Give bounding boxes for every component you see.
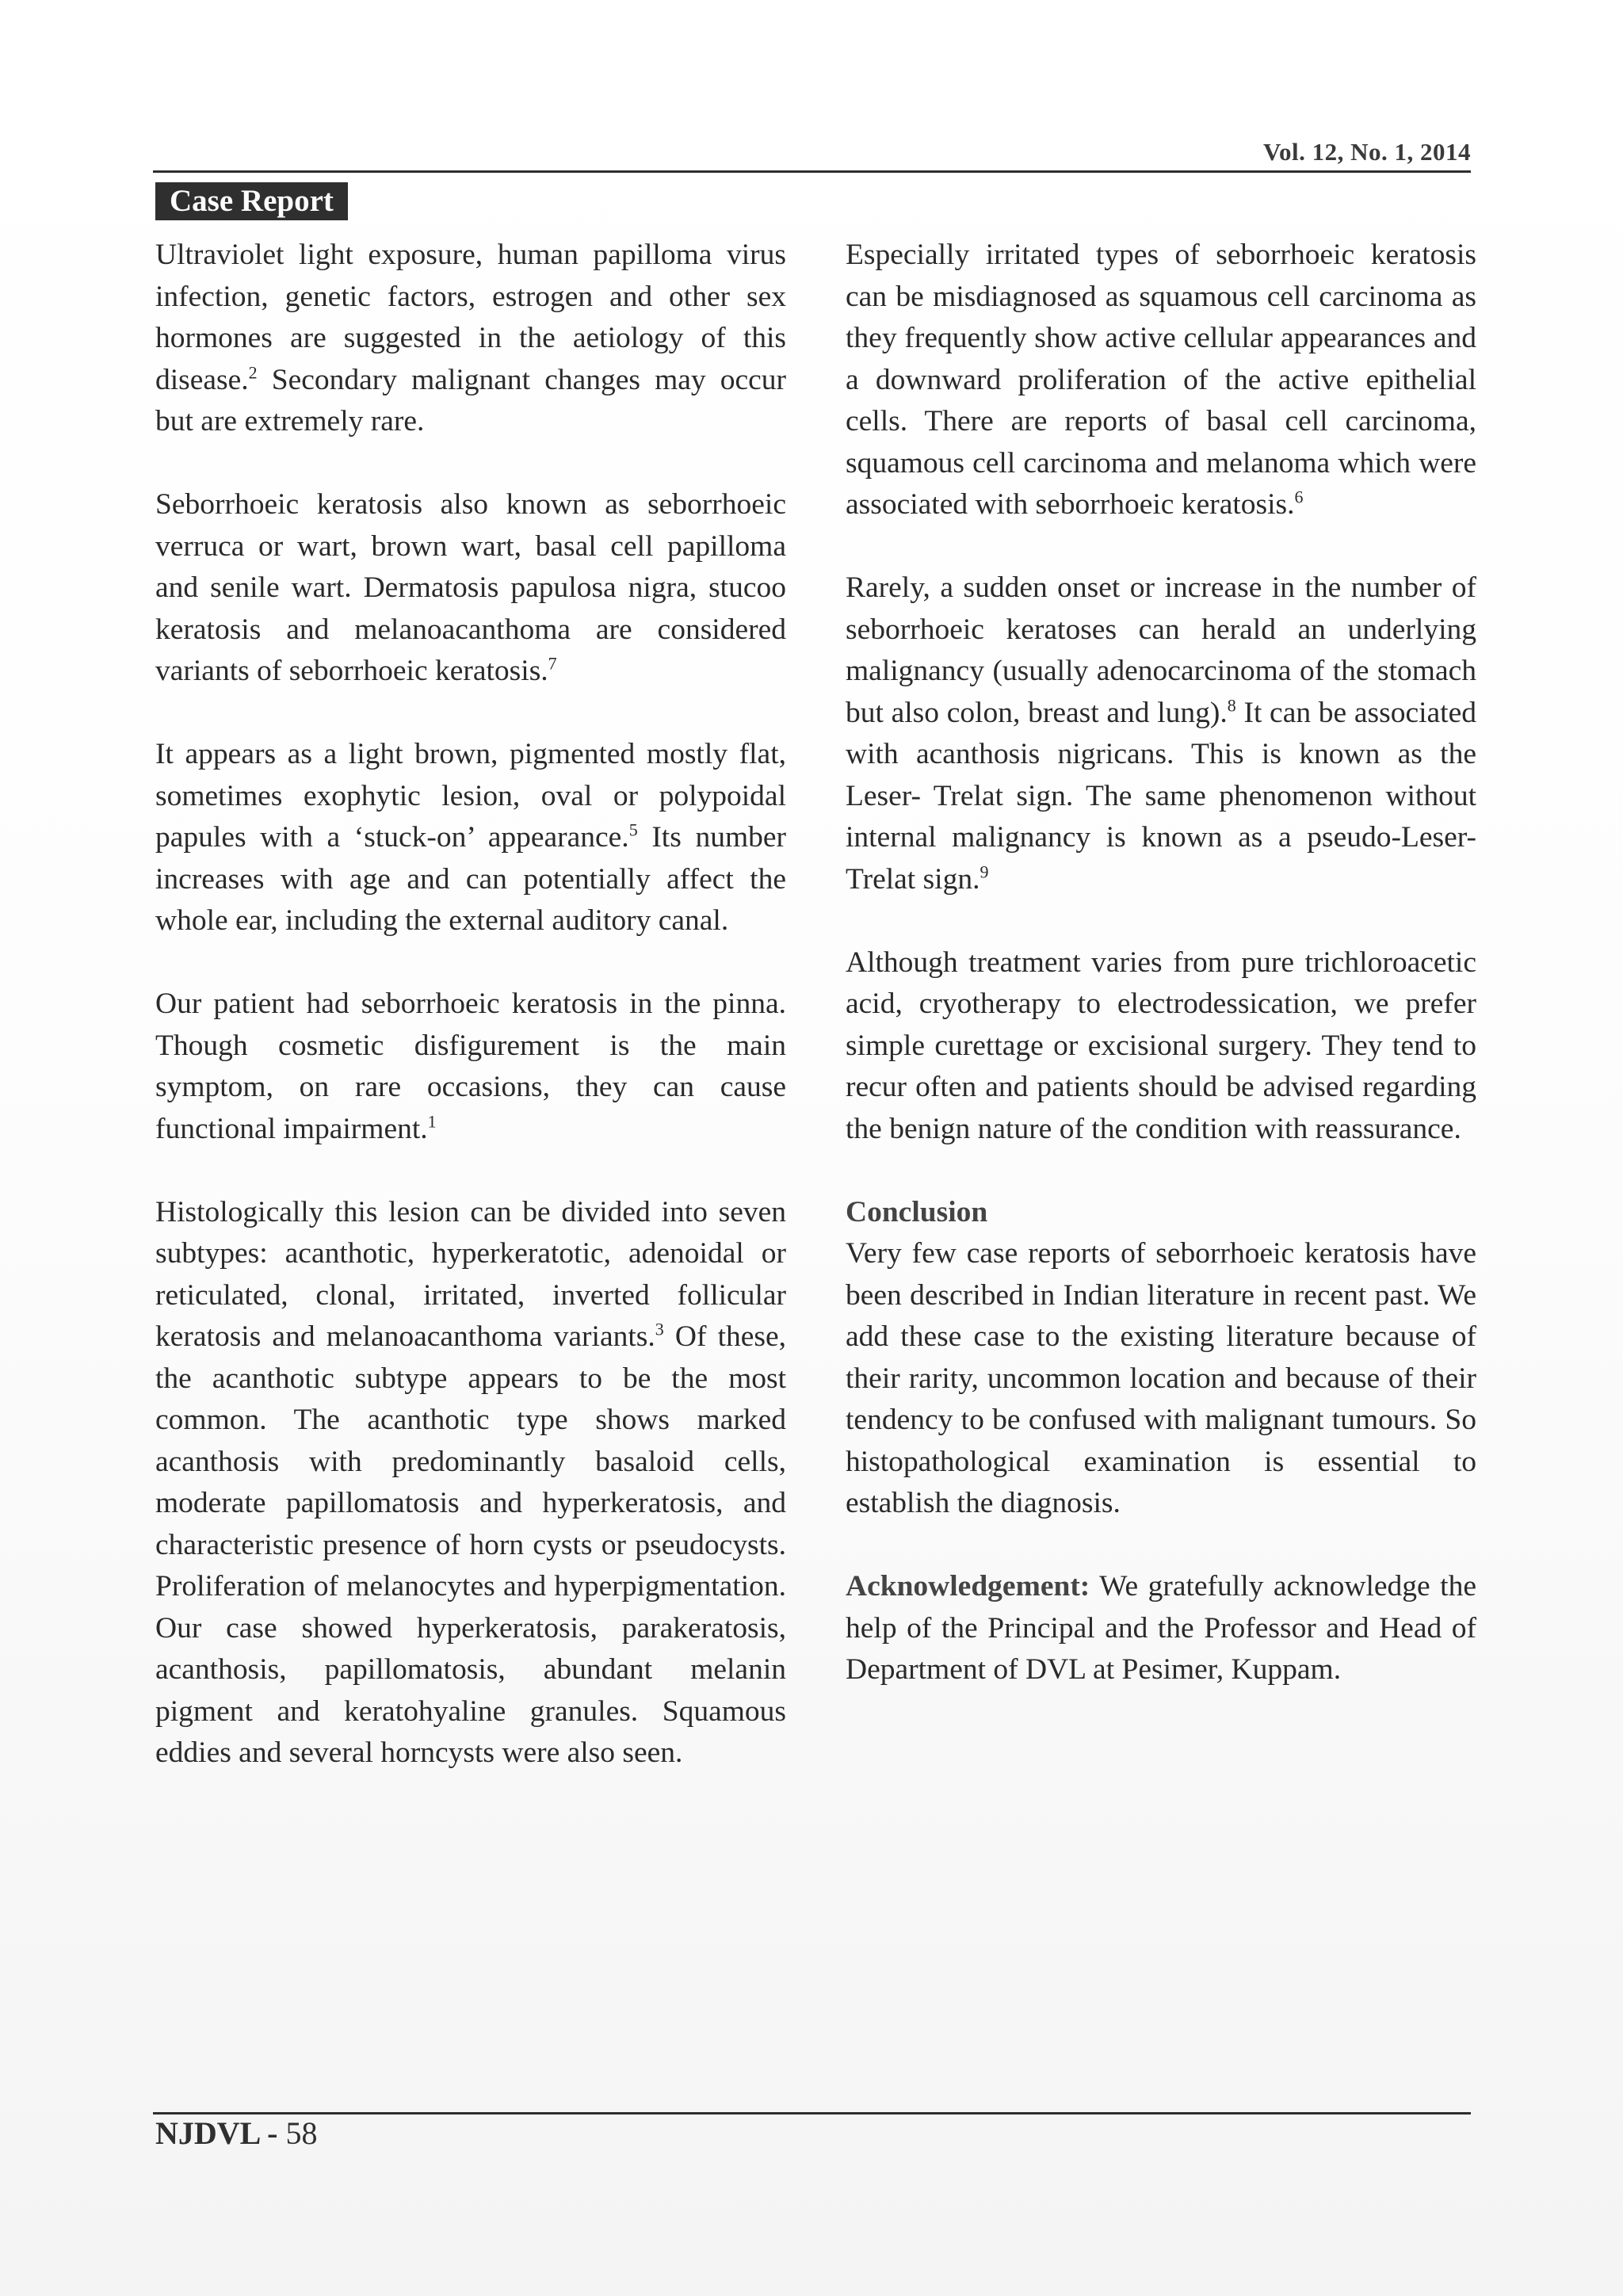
footer-rule: [153, 2112, 1471, 2115]
section-badge: Case Report: [155, 182, 348, 220]
acknowledgement-label: Acknowledgement:: [846, 1570, 1090, 1603]
page-footer: NJDVL - 58: [155, 2115, 318, 2151]
left-column: [155, 235, 786, 1816]
paragraph-misdiagnosis: Especially irritated types of seborrhoeic keratosis can be misdiagnosed as squamous cell carcinoma as they frequently show active cellular appearances and a downward proliferation of the active epithelial cells. There are reports of basal cell carcinoma, squamous cell carcinoma and melanoma which were associated with seborrhoeic keratosis.$^6$: [846, 239, 1476, 521]
reference-marker: 5: [628, 819, 638, 840]
paragraph-patient: Our patient had seborrhoeic keratosis in the pinna. Though cosmetic disfigurement is the main symptom, on rare occasions, they can cause functional impairment.$^1$: [155, 988, 786, 1145]
header-rule: [153, 170, 1471, 173]
paragraph-synonyms: Seborrhoeic keratosis also known as seborrhoeic verruca or wart, brown wart, basal cell papilloma and senile wart. Dermatosis papulosa nigra, stucoo keratosis and melanoacanthoma are considered variants of seborrhoeic keratosis.$^7$: [155, 488, 786, 687]
reference-marker: 6: [1294, 487, 1304, 507]
paragraph-aetiology: Ultraviolet light exposure, human papilloma virus infection, genetic factors, estrogen and other sex hormones are suggested in the aetiology of this disease.$^2$ Secondary malignant changes may occur but are extremely rare.: [155, 239, 786, 437]
page-number: 58: [285, 2115, 318, 2151]
reference-marker: 1: [427, 1111, 437, 1131]
conclusion-heading: Conclusion: [846, 1195, 988, 1228]
paragraph-acknowledgement: Acknowledgement: We gratefully acknowledge the help of the Principal and the Professor and Head of Department of DVL at Pesimer, Kuppam.: [846, 1570, 1476, 1686]
journal-name: NJDVL: [155, 2115, 260, 2151]
volume-issue: Vol. 12, No. 1, 2014: [1262, 138, 1471, 166]
reference-marker: 3: [655, 1319, 664, 1339]
paragraph-leser-trelat: Rarely, a sudden onset or increase in the number of seborrhoeic keratoses can herald an underlying malignancy (usually adenocarcinoma of the stomach but also colon, breast and lung).$^8$ It can be associated with acanthosis nigricans. This is known as the Leser- Trelat sign. The same phenomenon without internal malignancy is known as a pseudo-Leser-Trelat sign.$^9$: [846, 571, 1476, 896]
paragraph-appearance: It appears as a light brown, pigmented mostly flat, sometimes exophytic lesion, oval or polypoidal papules with a ‘stuck-on’ appearance.$^5$ Its number increases with age and can potentially affect the whole ear, including the external auditory canal.: [155, 738, 786, 937]
paragraph-histology: Histologically this lesion can be divided into seven subtypes: acanthotic, hyperkeratotic, adenoidal or reticulated, clonal, irritated, inverted follicular keratosis and melanoacanthoma variants.$^3$ Of these, the acanthotic subtype appears to be the most common. The acanthotic type shows marked acanthosis with predominantly basaloid cells, moderate papillomatosis and hyperkeratosis, and characteristic presence of horn cysts or pseudocysts. Proliferation of melanocytes and hyperpigmentation. Our case showed hyperkeratosis, parakeratosis, acanthosis, papillomatosis, abundant melanin pigment and keratohyaline granules. Squamous eddies and several horncysts were also seen.: [155, 1195, 786, 1769]
reference-marker: 7: [548, 653, 557, 674]
paragraph-conclusion: Very few case reports of seborrhoeic keratosis have been described in Indian literature in recent past. We add these case to the existing literature because of their rarity, uncommon location and because of their tendency to be confused with malignant tumours. So histopathological examination is essential to establish the diagnosis.: [846, 1237, 1476, 1519]
right-column: [846, 235, 1476, 1733]
reference-marker: 8: [1227, 695, 1236, 715]
reference-marker: 9: [980, 861, 989, 881]
paragraph-treatment: Although treatment varies from pure trichloroacetic acid, cryotherapy to electrodessication, we prefer simple curettage or excisional surgery. They tend to recur often and patients should be advised regarding the benign nature of the condition with reassurance.: [846, 946, 1476, 1145]
reference-marker: 2: [248, 362, 258, 382]
